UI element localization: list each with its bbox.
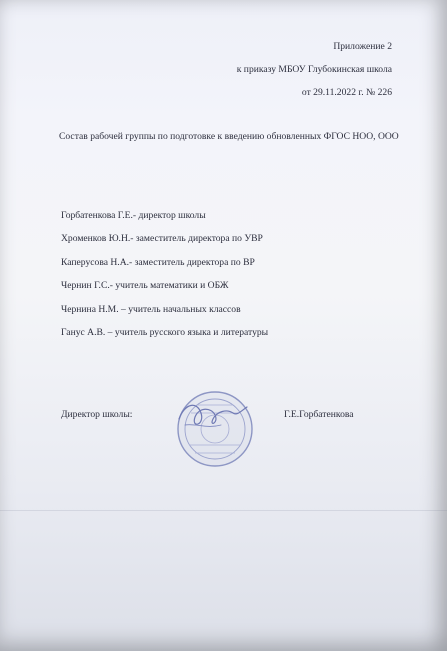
paper-fold bbox=[0, 510, 447, 511]
member-item: Каперусова Н.А.- заместитель директора по ВР bbox=[61, 257, 255, 268]
member-item: Хроменков Ю.Н.- заместитель директора по УВР bbox=[61, 233, 263, 244]
order-date-number: от 29.11.2022 г. № 226 bbox=[301, 87, 392, 98]
signature-name: Г.Е.Горбатенкова bbox=[284, 409, 354, 420]
signature-label: Директор школы: bbox=[61, 409, 133, 420]
member-item: Горбатенкова Г.Е.- директор школы bbox=[61, 210, 206, 221]
member-item: Чернина Н.М. – учитель начальных классов bbox=[61, 304, 241, 315]
appendix-label: Приложение 2 bbox=[333, 41, 392, 52]
order-reference: к приказу МБОУ Глубокинская школа bbox=[236, 64, 392, 75]
member-item: Ганус А.В. – учитель русского языка и литературы bbox=[61, 327, 269, 338]
document-title: Состав рабочей группы по подготовке к введению обновленных ФГОС НОО, ООО bbox=[59, 131, 399, 142]
official-stamp-icon bbox=[175, 389, 255, 469]
member-item: Чернин Г.С.- учитель математики и ОБЖ bbox=[61, 280, 229, 291]
